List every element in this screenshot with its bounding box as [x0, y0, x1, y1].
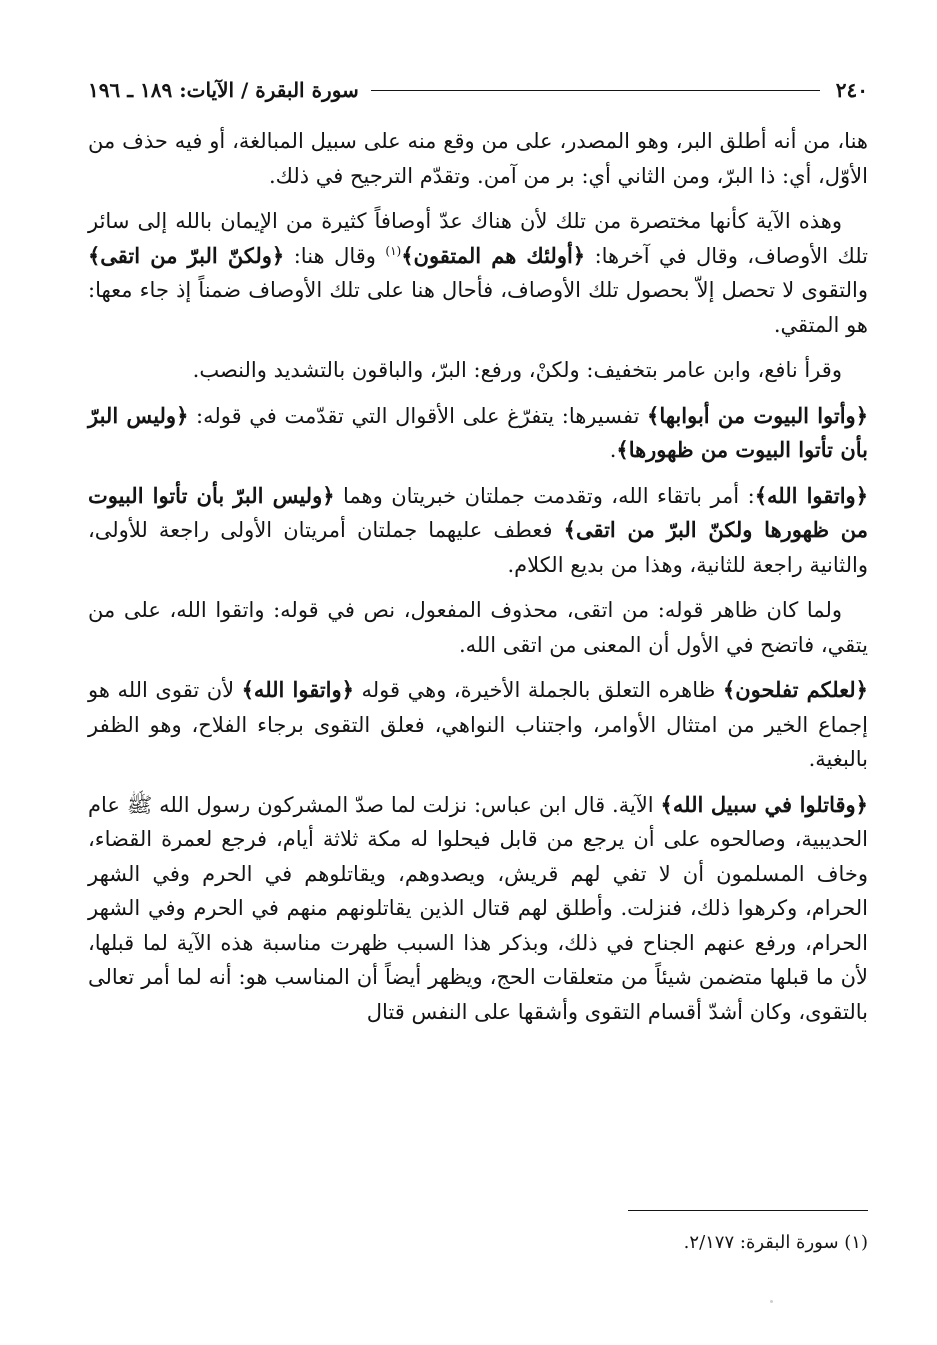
- quran-quote: ﴿وقاتلوا في سبيل الله﴾: [660, 791, 868, 817]
- text-run: وقرأ نافع، وابن عامر بتخفيف: ولكنْ، ورفع: البرّ، والباقون بالتشديد والنصب.: [192, 358, 842, 382]
- text-run: : أمر باتقاء الله، وتقدمت جملتان خبريتان وهما: [334, 483, 755, 508]
- footnote-separator: [628, 1210, 868, 1211]
- text-run: وهذه الآية كأنها مختصرة من تلك لأن هناك عدّ أوصافاً كثيرة من الإيمان بالله إلى سائر تلك الأوصاف، وقال في آخرها:: [88, 209, 869, 268]
- paragraph: [88, 788, 868, 1030]
- main-text: [88, 124, 868, 1029]
- quran-quote: ﴿ولكنّ البرّ من اتقى﴾: [88, 242, 285, 268]
- paragraph: [88, 399, 868, 468]
- footnote: (١) سورة البقرة: ٢/١٧٧.: [683, 1232, 868, 1253]
- text-run: هنا، من أنه أطلق البر، وهو المصدر، على من وقع منه على سبيل المبالغة، أو فيه حذف من الأوّل، أي: ذا البرّ، ومن الثاني أي: بر من آمن. وتقدّم الترجيح في ذلك.: [88, 129, 868, 188]
- text-run: ظاهره التعلق بالجملة الأخيرة، وهي قوله: [353, 678, 723, 702]
- quran-quote: ﴿واتقوا الله﴾: [241, 677, 354, 702]
- page-number: ٢٤٠: [835, 78, 868, 102]
- quran-quote: ﴿أولئك هم المتقون﴾: [401, 242, 586, 268]
- text-run: وقال هنا:: [284, 243, 386, 268]
- paragraph: [88, 204, 868, 342]
- text-run: الآية. قال ابن عباس: نزلت لما صدّ المشركون رسول الله ﷺ عام الحديبية، وصالحوه على أن يرجع من قابل فيحلوا له مكة ثلاثة أيام، فرجع لعمرة القضاء، وخاف المسلمون أن لا تفي لهم قريش، ويصدوهم، ويقاتلوهم في الحرم وفي الشهر الحرام، وكرهوا ذلك، فنزلت. وأطلق لهم قتال الذين يقاتلونهم منهم في الحرم وفي الشهر الحرام، ورفع عنهم الجناح في ذلك، وبذكر هذا السبب ظهرت مناسبة هذه الآية لما قبلها، لأن ما قبلها متضمن شيئاً من متعلقات الحج، ويظهر أيضاً أن المناسب هو: أنه لما أمر تعالى بالتقوى، وكان أشدّ أقسام التقوى وأشقها على النفس قتال: [88, 792, 868, 1024]
- text-run: لأن تقوى الله هو إجماع الخير من امتثال الأوامر، واجتناب النواهي، فعلق التقوى برجاء الفلاح، وهو الظفر بالبغية.: [88, 678, 868, 771]
- paragraph: [88, 479, 868, 583]
- header-rule: [371, 90, 820, 91]
- paragraph: [88, 124, 868, 193]
- text-run: فعطف عليهما جملتان أمريتان الأولى راجعة للأولى، والثانية راجعة للثانية، وهذا من بديع الكلام.: [88, 518, 868, 577]
- footnote-ref: (١): [385, 243, 402, 258]
- paragraph: [88, 593, 868, 662]
- text-run: والتقوى لا تحصل إلاّ بحصول تلك الأوصاف، فأحال هنا على تلك الأوصاف ضمناً إذ جاء معها: هو المتقي.: [88, 278, 868, 337]
- page: [88, 70, 869, 1253]
- quran-quote: ﴿وليس البرّ بأن تأتوا البيوت من ظهورها﴾: [88, 402, 868, 462]
- paragraph: [88, 673, 868, 777]
- quran-quote: ﴿لعلكم تفلحون﴾: [722, 677, 868, 702]
- text-run: تفسيرها: يتفرّغ على الأقوال التي تقدّمت في قوله:: [188, 403, 648, 428]
- paragraph: [88, 353, 868, 388]
- running-title: سورة البقرة / الآيات: ١٨٩ ـ ١٩٦: [88, 78, 359, 102]
- scan-speck: [770, 1300, 773, 1303]
- text-run: ولما كان ظاهر قوله: من اتقى، محذوف المفعول، نص في قوله: واتقوا الله، على من يتقي، فاتضح في الأول أن المعنى من اتقى الله.: [88, 598, 868, 657]
- quran-quote: ﴿وأتوا البيوت من أبوابها﴾: [647, 402, 869, 428]
- running-header: [88, 70, 868, 110]
- text-run: .: [609, 438, 617, 462]
- quran-quote: ﴿وليس البرّ بأن تأتوا البيوت من ظهورها ولكنّ البرّ من اتقى﴾: [88, 482, 868, 542]
- quran-quote: ﴿واتقوا الله﴾: [754, 482, 868, 508]
